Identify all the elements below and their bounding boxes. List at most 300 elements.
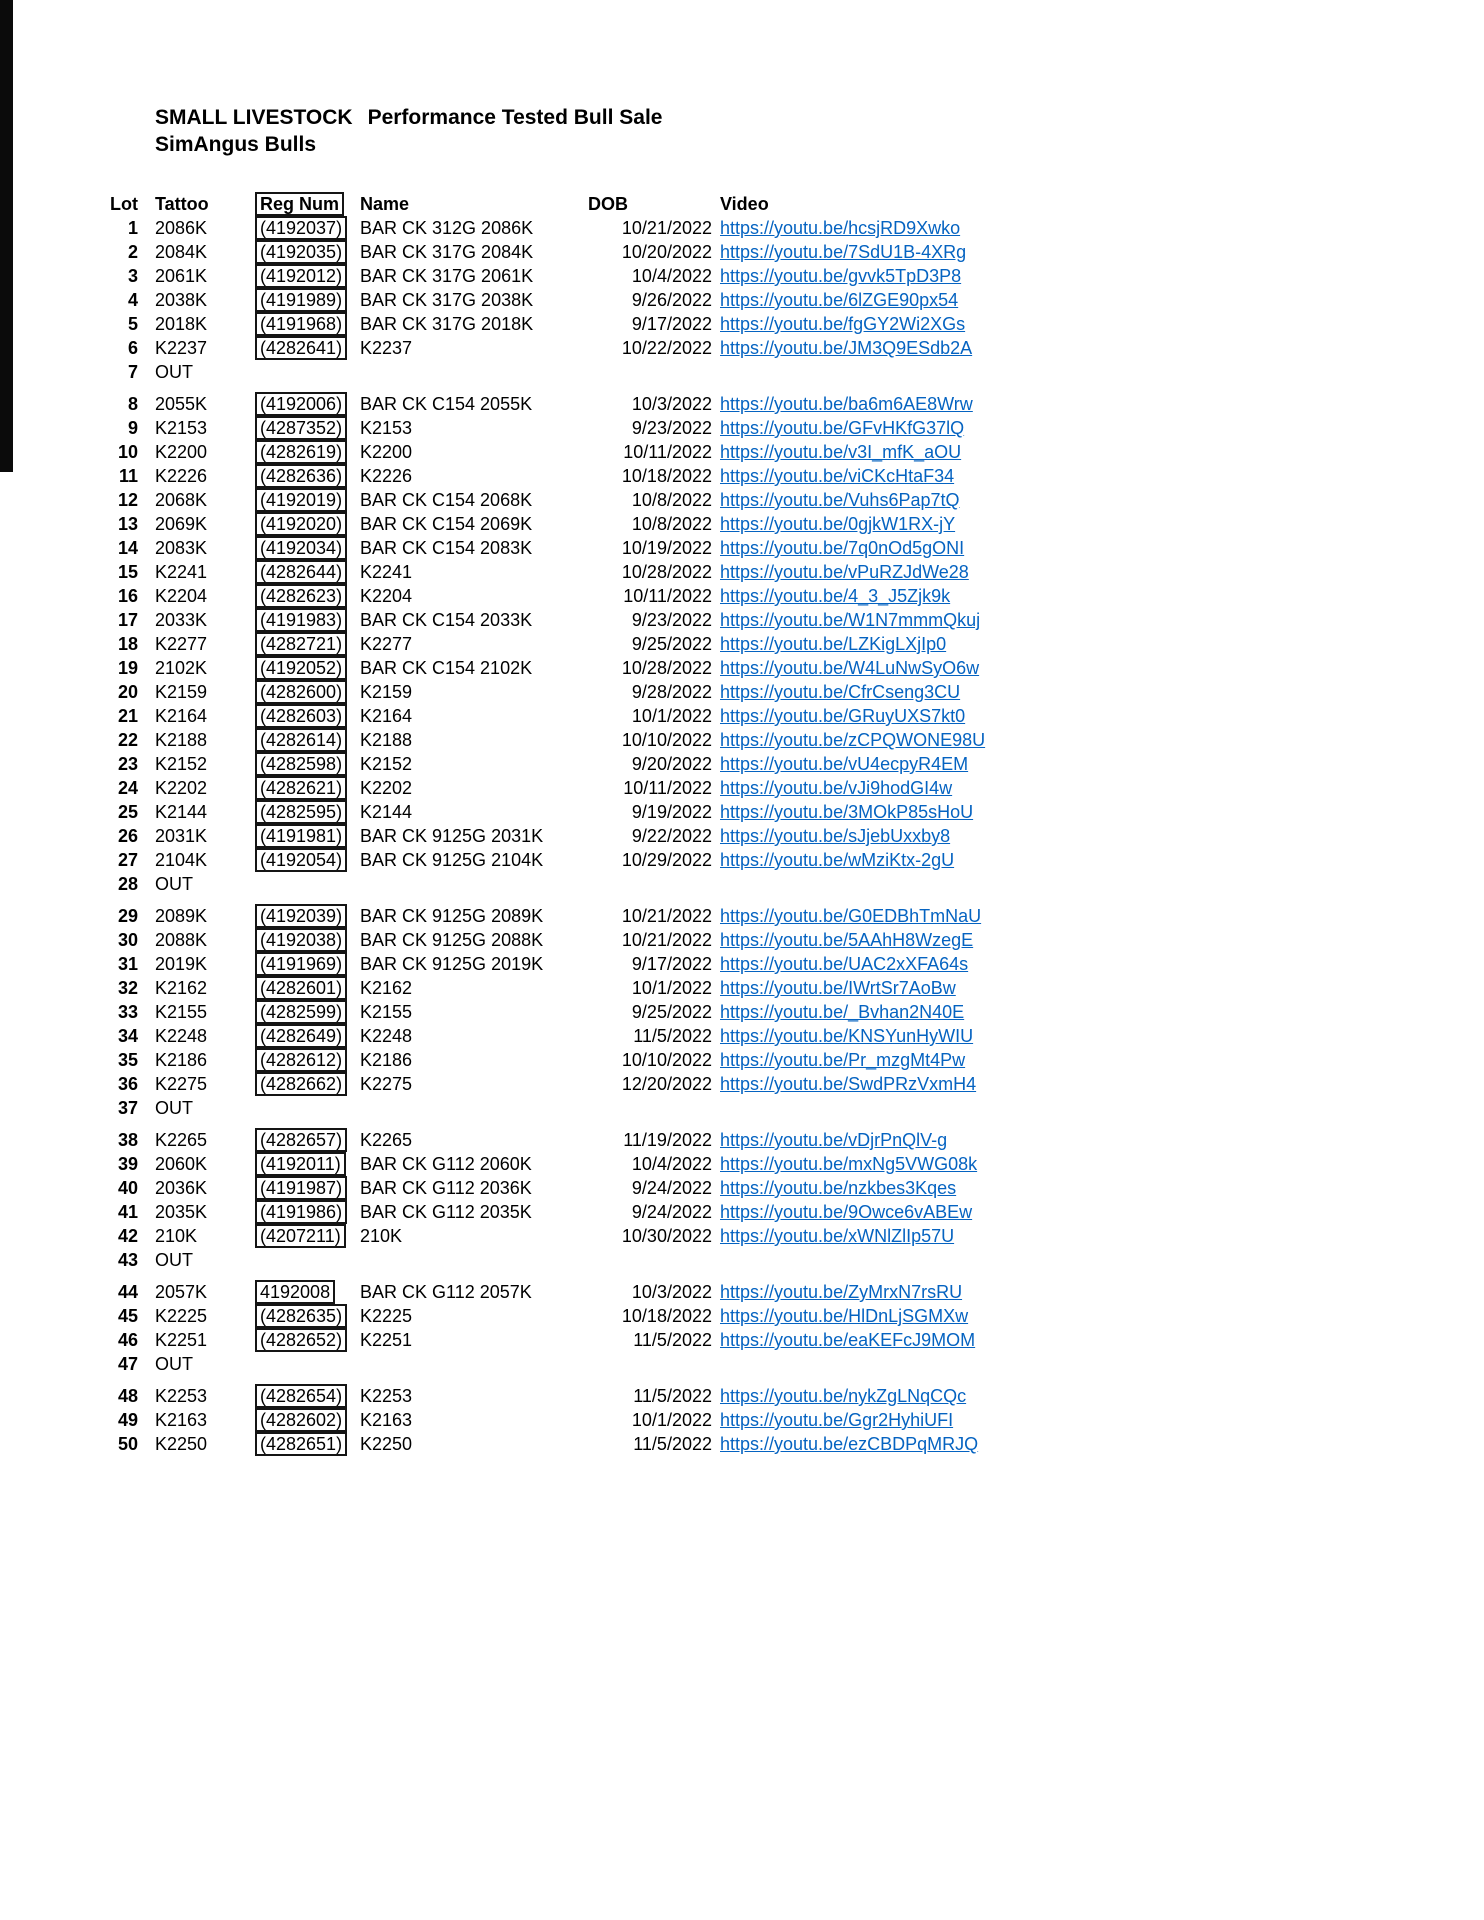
- table-header-row: [106, 192, 1446, 216]
- dob-cell: 10/21/2022: [621, 930, 712, 950]
- table-row: [106, 264, 1446, 288]
- table-row: [106, 1384, 1446, 1408]
- name-cell: BAR CK 317G 2018K: [360, 314, 534, 334]
- table-row: [106, 440, 1446, 464]
- name-cell: BAR CK C154 2055K: [360, 394, 533, 414]
- name-cell: BAR CK G112 2036K: [360, 1178, 532, 1198]
- dob-cell: 10/11/2022: [623, 778, 712, 798]
- table-row: [106, 1248, 1446, 1272]
- table-row: [106, 216, 1446, 240]
- lot-number: 26: [117, 826, 138, 846]
- reg-num-box: (4192034): [255, 536, 347, 560]
- name-cell: K2200: [360, 442, 413, 462]
- tattoo-cell: 2060K: [155, 1154, 208, 1174]
- tattoo-cell: 2086K: [155, 218, 208, 238]
- video-link[interactable]: https://youtu.be/ba6m6AE8Wrw: [720, 394, 973, 414]
- table-row: [106, 312, 1446, 336]
- video-link[interactable]: https://youtu.be/zCPQWONE98U: [720, 730, 986, 750]
- dob-cell: 10/28/2022: [621, 658, 712, 678]
- table-row: [106, 752, 1446, 776]
- reg-cell: [255, 1072, 360, 1096]
- lot-number: 2: [127, 242, 138, 262]
- video-link[interactable]: https://youtu.be/nzkbes3Kqes: [720, 1178, 957, 1198]
- video-link[interactable]: https://youtu.be/CfrCseng3CU: [720, 682, 961, 702]
- table-row: [106, 800, 1446, 824]
- video-link[interactable]: https://youtu.be/xWNlZlIp57U: [720, 1226, 955, 1246]
- table-rows: [106, 216, 1446, 1456]
- video-link[interactable]: https://youtu.be/GFvHKfG37lQ: [720, 418, 965, 438]
- tattoo-cell: K2200: [155, 442, 208, 462]
- reg-cell: [255, 1432, 360, 1456]
- video-link[interactable]: https://youtu.be/ZyMrxN7rsRU: [720, 1282, 963, 1302]
- video-cell: [712, 216, 960, 240]
- table-row: [106, 928, 1446, 952]
- tattoo-cell: K2253: [155, 1386, 208, 1406]
- tattoo-cell: K2265: [155, 1130, 208, 1150]
- video-cell: [712, 1152, 977, 1176]
- dob-cell: 9/24/2022: [631, 1178, 712, 1198]
- dob-cell: 9/17/2022: [631, 314, 712, 334]
- name-cell: BAR CK 9125G 2089K: [360, 906, 544, 926]
- video-link[interactable]: https://youtu.be/0gjkW1RX-jY: [720, 514, 956, 534]
- lot-number: 46: [117, 1330, 138, 1350]
- tattoo-cell: 210K: [155, 1226, 198, 1246]
- lot-number: 8: [127, 394, 138, 414]
- reg-num-box: (4192006): [255, 392, 347, 416]
- table-row: [106, 776, 1446, 800]
- dob-cell: 11/19/2022: [623, 1130, 712, 1150]
- reg-num-box: (4282595): [255, 800, 347, 824]
- reg-cell: [255, 1000, 360, 1024]
- reg-num-box: (4282603): [255, 704, 347, 728]
- name-cell: K2253: [360, 1386, 413, 1406]
- tattoo-cell: 2019K: [155, 954, 208, 974]
- video-cell: [712, 1408, 953, 1432]
- reg-cell: [255, 584, 360, 608]
- reg-num-box: (4192039): [255, 904, 347, 928]
- reg-num-box: (4191987): [255, 1176, 347, 1200]
- video-cell: [712, 416, 964, 440]
- reg-cell: [255, 1248, 360, 1272]
- reg-num-box: (4192054): [255, 848, 347, 872]
- table-row: [106, 584, 1446, 608]
- reg-cell: [255, 464, 360, 488]
- name-cell: BAR CK C154 2102K: [360, 658, 533, 678]
- lot-number: 42: [117, 1226, 138, 1246]
- dob-cell: 10/4/2022: [631, 266, 712, 286]
- video-link[interactable]: https://youtu.be/nykZgLNqCQc: [720, 1386, 967, 1406]
- lot-number: 32: [117, 978, 138, 998]
- scan-edge-artifact: [0, 0, 13, 472]
- video-link[interactable]: https://youtu.be/4_3_J5Zjk9k: [720, 586, 951, 606]
- reg-cell: [255, 1280, 360, 1304]
- reg-num-box: (4192052): [255, 656, 347, 680]
- reg-cell: [255, 680, 360, 704]
- reg-num-box: (4282612): [255, 1048, 347, 1072]
- video-link[interactable]: https://youtu.be/sJjebUxxby8: [720, 826, 951, 846]
- lot-number: 37: [117, 1098, 138, 1118]
- video-cell: [712, 560, 969, 584]
- video-link[interactable]: https://youtu.be/Pr_mzgMt4Pw: [720, 1050, 966, 1070]
- reg-num-box: (4282623): [255, 584, 347, 608]
- reg-num-box: (4282602): [255, 1408, 347, 1432]
- name-cell: 210K: [360, 1226, 403, 1246]
- reg-num-box: (4282635): [255, 1304, 347, 1328]
- dob-cell: 10/1/2022: [631, 978, 712, 998]
- lot-number: 35: [117, 1050, 138, 1070]
- reg-cell: [255, 656, 360, 680]
- dob-cell: 10/10/2022: [621, 730, 712, 750]
- video-link[interactable]: https://youtu.be/fgGY2Wi2XGs: [720, 314, 966, 334]
- reg-cell: [255, 560, 360, 584]
- tattoo-cell: K2277: [155, 634, 208, 654]
- name-cell: BAR CK 9125G 2104K: [360, 850, 544, 870]
- reg-num-box: (4282600): [255, 680, 347, 704]
- lot-number: 50: [117, 1434, 138, 1454]
- dob-cell: 10/3/2022: [631, 394, 712, 414]
- video-cell: [712, 952, 968, 976]
- tattoo-cell: K2241: [155, 562, 208, 582]
- video-link[interactable]: https://youtu.be/W4LuNwSyO6w: [720, 658, 980, 678]
- video-link[interactable]: https://youtu.be/W1N7mmmQkuj: [720, 610, 981, 630]
- reg-num-box: (4282601): [255, 976, 347, 1000]
- video-link[interactable]: https://youtu.be/wMziKtx-2gU: [720, 850, 955, 870]
- lot-number: 44: [117, 1282, 138, 1302]
- tattoo-cell: K2155: [155, 1002, 208, 1022]
- dob-cell: 9/26/2022: [631, 290, 712, 310]
- reg-num-box: (4192019): [255, 488, 347, 512]
- dob-cell: 10/3/2022: [631, 1282, 712, 1302]
- reg-num-box: (4282614): [255, 728, 347, 752]
- lot-number: 5: [127, 314, 138, 334]
- tattoo-cell: K2144: [155, 802, 208, 822]
- video-cell: [712, 976, 956, 1000]
- reg-cell: [255, 976, 360, 1000]
- table-row: [106, 1352, 1446, 1376]
- bull-sale-table: [106, 192, 1446, 1456]
- table-row: [106, 1280, 1446, 1304]
- video-cell: [712, 728, 985, 752]
- table-row: [106, 704, 1446, 728]
- lot-number: 28: [117, 874, 138, 894]
- lot-number: 15: [117, 562, 138, 582]
- name-cell: K2155: [360, 1002, 413, 1022]
- video-link[interactable]: https://youtu.be/vJi9hodGI4w: [720, 778, 953, 798]
- reg-num-box: (4287352): [255, 416, 347, 440]
- video-cell: [712, 1000, 964, 1024]
- table-row: [106, 728, 1446, 752]
- reg-num-box: (4207211): [255, 1224, 346, 1248]
- dob-cell: 9/25/2022: [631, 1002, 712, 1022]
- video-link[interactable]: https://youtu.be/HlDnLjSGMXw: [720, 1306, 969, 1326]
- video-cell: [712, 1304, 968, 1328]
- video-cell: [712, 632, 946, 656]
- lot-number: 18: [117, 634, 138, 654]
- reg-cell: [255, 536, 360, 560]
- dob-cell: 10/28/2022: [621, 562, 712, 582]
- lot-number: 22: [117, 730, 138, 750]
- dob-cell: 12/20/2022: [621, 1074, 712, 1094]
- name-cell: BAR CK G112 2057K: [360, 1282, 532, 1302]
- dob-cell: 10/29/2022: [621, 850, 712, 870]
- reg-num-box: (4192035): [255, 240, 347, 264]
- dob-cell: 10/18/2022: [621, 466, 712, 486]
- video-link[interactable]: https://youtu.be/vDjrPnQlV-g: [720, 1130, 948, 1150]
- tattoo-cell: K2186: [155, 1050, 208, 1070]
- video-link[interactable]: https://youtu.be/JM3Q9ESdb2A: [720, 338, 973, 358]
- lot-number: 24: [117, 778, 138, 798]
- reg-cell: [255, 1352, 360, 1376]
- tattoo-cell: K2225: [155, 1306, 208, 1326]
- lot-number: 39: [117, 1154, 138, 1174]
- video-link[interactable]: https://youtu.be/gvvk5TpD3P8: [720, 266, 962, 286]
- table-row: [106, 464, 1446, 488]
- dob-cell: 9/22/2022: [631, 826, 712, 846]
- tattoo-cell: K2164: [155, 706, 208, 726]
- video-link[interactable]: https://youtu.be/eaKEFcJ9MOM: [720, 1330, 976, 1350]
- lot-number: 36: [117, 1074, 138, 1094]
- table-row: [106, 1328, 1446, 1352]
- dob-cell: 10/18/2022: [621, 1306, 712, 1326]
- table-row: [106, 632, 1446, 656]
- tattoo-cell: K2250: [155, 1434, 208, 1454]
- name-cell: K2153: [360, 418, 413, 438]
- reg-cell: [255, 416, 360, 440]
- lot-number: 45: [117, 1306, 138, 1326]
- dob-cell: 11/5/2022: [633, 1434, 712, 1454]
- reg-cell: [255, 216, 360, 240]
- tattoo-cell: 2018K: [155, 314, 208, 334]
- table-row: [106, 1072, 1446, 1096]
- tattoo-cell: OUT: [155, 874, 193, 894]
- name-cell: K2188: [360, 730, 413, 750]
- video-link[interactable]: https://youtu.be/GRuyUXS7kt0: [720, 706, 966, 726]
- video-cell: [712, 1328, 975, 1352]
- video-cell: [712, 704, 965, 728]
- tattoo-cell: OUT: [155, 1250, 193, 1270]
- lot-number: 21: [117, 706, 138, 726]
- video-link[interactable]: https://youtu.be/9Owce6vABEw: [720, 1202, 973, 1222]
- dob-cell: 9/23/2022: [631, 418, 712, 438]
- table-row: [106, 904, 1446, 928]
- video-cell: [712, 584, 950, 608]
- lot-number: 16: [117, 586, 138, 606]
- reg-cell: [255, 608, 360, 632]
- name-cell: BAR CK G112 2035K: [360, 1202, 532, 1222]
- video-link[interactable]: https://youtu.be/LZKigLXjIp0: [720, 634, 947, 654]
- video-link[interactable]: https://youtu.be/mxNg5VWG08k: [720, 1154, 978, 1174]
- video-link[interactable]: https://youtu.be/_Bvhan2N40E: [720, 1002, 965, 1022]
- name-cell: K2164: [360, 706, 413, 726]
- name-cell: BAR CK 312G 2086K: [360, 218, 534, 238]
- name-cell: K2144: [360, 802, 413, 822]
- tattoo-cell: 2035K: [155, 1202, 208, 1222]
- video-cell: [712, 1200, 972, 1224]
- name-cell: BAR CK C154 2068K: [360, 490, 533, 510]
- dob-cell: 11/5/2022: [633, 1330, 712, 1350]
- tattoo-cell: K2275: [155, 1074, 208, 1094]
- table-row: [106, 656, 1446, 680]
- tattoo-cell: 2069K: [155, 514, 208, 534]
- video-cell: [712, 1432, 978, 1456]
- reg-num-box: (4192020): [255, 512, 347, 536]
- tattoo-cell: K2204: [155, 586, 208, 606]
- reg-cell: [255, 800, 360, 824]
- tattoo-cell: K2159: [155, 682, 208, 702]
- tattoo-cell: K2202: [155, 778, 208, 798]
- dob-cell: 10/30/2022: [621, 1226, 712, 1246]
- col-header-video: Video: [720, 194, 769, 214]
- reg-num-header-box: Reg Num: [255, 192, 344, 216]
- lot-number: 48: [117, 1386, 138, 1406]
- name-cell: K2248: [360, 1026, 413, 1046]
- tattoo-cell: K2237: [155, 338, 208, 358]
- lot-number: 3: [127, 266, 138, 286]
- name-cell: K2162: [360, 978, 413, 998]
- reg-cell: [255, 776, 360, 800]
- table-row: [106, 1048, 1446, 1072]
- reg-num-box: (4282621): [255, 776, 347, 800]
- name-cell: BAR CK 9125G 2019K: [360, 954, 544, 974]
- name-cell: K2277: [360, 634, 413, 654]
- lot-number: 49: [117, 1410, 138, 1430]
- video-cell: [712, 1048, 965, 1072]
- video-link[interactable]: https://youtu.be/IWrtSr7AoBw: [720, 978, 956, 998]
- video-link[interactable]: https://youtu.be/SwdPRzVxmH4: [720, 1074, 977, 1094]
- lot-number: 12: [117, 490, 138, 510]
- table-row: [106, 952, 1446, 976]
- reg-num-box: (4191981): [255, 824, 347, 848]
- reg-cell: [255, 824, 360, 848]
- lot-number: 13: [117, 514, 138, 534]
- video-link[interactable]: https://youtu.be/ezCBDPqMRJQ: [720, 1434, 979, 1454]
- reg-num-box: (4191983): [255, 608, 347, 632]
- dob-cell: 10/22/2022: [621, 338, 712, 358]
- reg-cell: [255, 392, 360, 416]
- tattoo-cell: OUT: [155, 1098, 193, 1118]
- reg-num-box: (4191989): [255, 288, 347, 312]
- reg-cell: [255, 1224, 360, 1248]
- video-link[interactable]: https://youtu.be/viCKcHtaF34: [720, 466, 955, 486]
- reg-num-box: (4192037): [255, 216, 347, 240]
- name-cell: K2226: [360, 466, 413, 486]
- reg-num-box: 4192008: [255, 1280, 335, 1304]
- video-cell: [712, 264, 961, 288]
- tattoo-cell: OUT: [155, 1354, 193, 1374]
- reg-cell: [255, 704, 360, 728]
- reg-cell: [255, 1200, 360, 1224]
- col-header-tattoo: Tattoo: [155, 194, 209, 214]
- video-link[interactable]: https://youtu.be/KNSYunHyWIU: [720, 1026, 974, 1046]
- reg-cell: [255, 336, 360, 360]
- video-cell: [712, 536, 964, 560]
- table-row: [106, 1200, 1446, 1224]
- reg-cell: [255, 1128, 360, 1152]
- lot-number: 23: [117, 754, 138, 774]
- lot-number: 7: [127, 362, 138, 382]
- tattoo-cell: 2038K: [155, 290, 208, 310]
- dob-cell: 9/28/2022: [631, 682, 712, 702]
- dob-cell: 10/10/2022: [621, 1050, 712, 1070]
- col-header-lot: Lot: [110, 194, 138, 214]
- name-cell: K2275: [360, 1074, 413, 1094]
- video-cell: [712, 392, 973, 416]
- reg-cell: [255, 632, 360, 656]
- lot-number: 10: [117, 442, 138, 462]
- tattoo-cell: 2068K: [155, 490, 208, 510]
- page-title: [155, 104, 1446, 131]
- tattoo-cell: 2084K: [155, 242, 208, 262]
- table-row: [106, 1152, 1446, 1176]
- name-cell: BAR CK 317G 2061K: [360, 266, 534, 286]
- table-row: [106, 536, 1446, 560]
- video-cell: [712, 800, 973, 824]
- dob-cell: 11/5/2022: [633, 1026, 712, 1046]
- video-link[interactable]: https://youtu.be/7q0nOd5gONI: [720, 538, 965, 558]
- video-link[interactable]: https://youtu.be/v3I_mfK_aOU: [720, 442, 962, 462]
- reg-num-box: (4282721): [255, 632, 347, 656]
- video-link[interactable]: https://youtu.be/3MOkP85sHoU: [720, 802, 974, 822]
- reg-cell: [255, 488, 360, 512]
- video-link[interactable]: https://youtu.be/G0EDBhTmNaU: [720, 906, 982, 926]
- reg-num-box: (4192011): [255, 1152, 346, 1176]
- reg-num-box: (4192038): [255, 928, 347, 952]
- video-link[interactable]: https://youtu.be/7SdU1B-4XRg: [720, 242, 967, 262]
- lot-number: 9: [127, 418, 138, 438]
- tattoo-cell: 2057K: [155, 1282, 208, 1302]
- dob-cell: 9/20/2022: [631, 754, 712, 774]
- reg-num-box: (4282619): [255, 440, 347, 464]
- video-link[interactable]: https://youtu.be/5AAhH8WzegE: [720, 930, 974, 950]
- video-link[interactable]: https://youtu.be/UAC2xXFA64s: [720, 954, 969, 974]
- video-link[interactable]: https://youtu.be/vU4ecpyR4EM: [720, 754, 969, 774]
- reg-num-box: (4282599): [255, 1000, 347, 1024]
- video-cell: [712, 1072, 976, 1096]
- video-link[interactable]: https://youtu.be/Vuhs6Pap7tQ: [720, 490, 960, 510]
- tattoo-cell: 2061K: [155, 266, 208, 286]
- video-cell: [712, 1384, 966, 1408]
- dob-cell: 9/23/2022: [631, 610, 712, 630]
- name-cell: BAR CK G112 2060K: [360, 1154, 532, 1174]
- dob-cell: 9/17/2022: [631, 954, 712, 974]
- video-link[interactable]: https://youtu.be/Ggr2HyhiUFI: [720, 1410, 954, 1430]
- tattoo-cell: K2163: [155, 1410, 208, 1430]
- dob-cell: 9/24/2022: [631, 1202, 712, 1222]
- video-cell: [712, 1280, 962, 1304]
- video-link[interactable]: https://youtu.be/hcsjRD9Xwko: [720, 218, 961, 238]
- reg-num-box: (4282651): [255, 1432, 347, 1456]
- reg-cell: [255, 1152, 360, 1176]
- table-row: [106, 608, 1446, 632]
- reg-cell: [255, 928, 360, 952]
- video-cell: [712, 680, 960, 704]
- video-link[interactable]: https://youtu.be/vPuRZJdWe28: [720, 562, 969, 582]
- reg-num-box: (4191986): [255, 1200, 347, 1224]
- video-link[interactable]: https://youtu.be/6lZGE90px54: [720, 290, 959, 310]
- tattoo-cell: 2083K: [155, 538, 208, 558]
- video-cell: [712, 824, 950, 848]
- dob-cell: 10/8/2022: [631, 514, 712, 534]
- table-row: [106, 848, 1446, 872]
- video-cell: [712, 904, 981, 928]
- reg-cell: [255, 1384, 360, 1408]
- name-cell: K2186: [360, 1050, 413, 1070]
- tattoo-cell: 2055K: [155, 394, 208, 414]
- lot-number: 30: [117, 930, 138, 950]
- lot-number: 25: [117, 802, 138, 822]
- name-cell: BAR CK 9125G 2031K: [360, 826, 544, 846]
- reg-cell: [255, 1328, 360, 1352]
